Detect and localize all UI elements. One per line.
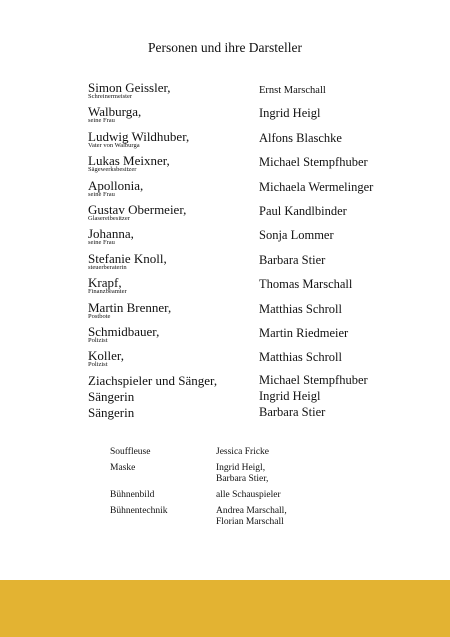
role-name: Koller, <box>88 348 124 364</box>
role-name: Ziachspieler und Sänger, <box>88 372 218 388</box>
crew-value <box>216 490 410 501</box>
crew-name: Florian Marschall <box>216 517 284 527</box>
role-name: Apollonia, <box>88 177 144 193</box>
role-description: Polizist <box>88 336 108 344</box>
crew-row <box>110 447 410 463</box>
cast-row <box>88 300 438 324</box>
cast-row <box>88 348 438 372</box>
role-description: Sägewerksbesitzer <box>88 166 137 174</box>
crew-label: Souffleuse <box>110 447 151 457</box>
role-description: seine Frau <box>88 190 115 198</box>
cast-row <box>88 202 438 226</box>
role-name: Lukas Meixner, <box>88 153 170 169</box>
role-description: Glasereibesitzer <box>88 214 130 222</box>
crew-name: Andrea Marschall, <box>216 506 287 516</box>
actor-name: Michaela Wermelinger <box>259 179 374 194</box>
actor-name: Matthias Schroll <box>259 350 342 365</box>
cast-row <box>88 324 438 348</box>
role-name: Ludwig Wildhuber, <box>88 128 190 144</box>
cast-row <box>88 275 438 299</box>
actor-name: Alfons Blaschke <box>259 130 342 145</box>
actor-name: Barbara Stier <box>259 404 326 419</box>
crew-value <box>216 506 410 528</box>
actor-name: Thomas Marschall <box>259 277 353 292</box>
actor-name: Michael Stempfhuber <box>259 372 368 387</box>
cast-row <box>88 251 438 275</box>
cast-row <box>88 104 438 128</box>
role-description: Schreinermeister <box>88 93 133 100</box>
crew-label: Bühnenbild <box>110 490 155 500</box>
role-name: Johanna, <box>88 226 134 242</box>
crew-name: Barbara Stier, <box>216 474 269 484</box>
role-name: Sängerin <box>88 388 135 404</box>
cast-row <box>88 129 438 153</box>
role-name: Martin Brenner, <box>88 299 172 315</box>
role-name: Schmidbauer, <box>88 323 160 339</box>
role-description: Finanzbeamter <box>88 288 127 296</box>
cast-row <box>88 389 438 405</box>
actor-name: Sonja Lommer <box>259 228 334 243</box>
role-name: Sängerin <box>88 404 135 420</box>
role-name: Simon Geissler, <box>88 80 171 95</box>
cast-row <box>88 405 438 421</box>
actor-name: Ingrid Heigl <box>259 388 321 403</box>
role-description: seine Frau <box>88 117 115 125</box>
role-name: Stefanie Knoll, <box>88 250 167 266</box>
crew-name: alle Schauspieler <box>216 490 281 500</box>
role-description: seine Frau <box>88 239 115 247</box>
role-name: Krapf, <box>88 275 122 291</box>
crew-value <box>216 447 410 458</box>
cast-row <box>88 153 438 177</box>
actor-name: Paul Kandlbinder <box>259 203 347 218</box>
role-description: steuerberaterin <box>88 263 127 271</box>
actor-name: Matthias Schroll <box>259 301 342 316</box>
page-title: Personen und ihre Darsteller <box>147 40 303 55</box>
role-description: Vater von Walburga <box>88 141 140 149</box>
cast-row <box>88 373 438 389</box>
cast-list <box>88 80 438 421</box>
crew-label: Bühnentechnik <box>110 506 168 516</box>
crew-name: Ingrid Heigl, <box>216 463 266 473</box>
actor-name: Ingrid Heigl <box>259 106 321 121</box>
crew-list <box>110 447 410 530</box>
crew-name: Jessica Fricke <box>216 447 270 457</box>
role-description: Postbote <box>88 312 111 320</box>
actor-name: Martin Riedmeier <box>259 325 349 340</box>
crew-row <box>110 490 410 506</box>
role-name: Walburga, <box>88 104 142 120</box>
footer-bar <box>0 580 450 637</box>
cast-row <box>88 178 438 202</box>
crew-value <box>216 463 410 485</box>
actor-name: Michael Stempfhuber <box>259 155 368 170</box>
cast-row <box>88 226 438 250</box>
crew-label: Maske <box>110 463 136 473</box>
crew-row <box>110 506 410 530</box>
crew-row <box>110 463 410 490</box>
cast-row <box>88 80 438 104</box>
actor-name: Ernst Marschall <box>259 85 326 96</box>
role-name: Gustav Obermeier, <box>88 201 187 217</box>
role-description: Polizist <box>88 361 108 369</box>
actor-name: Barbara Stier <box>259 252 326 267</box>
